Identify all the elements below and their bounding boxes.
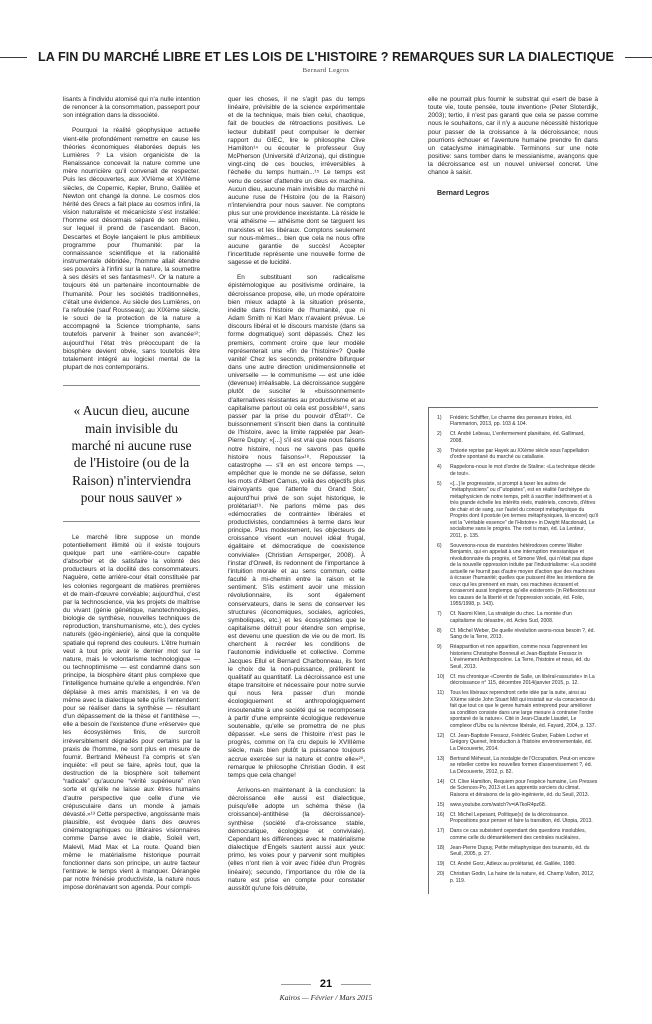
footnote-number: 5) [437,480,442,487]
page-number: 21 [319,978,333,990]
article-title: LA FIN DU MARCHÉ LIBRE ET LES LOIS DE L'HISTOIRE ? REMARQUES SUR LA DIALECTIQUE [38,50,615,64]
footnote-text: Tous les libéraux reprendront cette idée par la suite, ainsi au XXème siècle John Stuart Mill qui insistait sur «la conscience du fait que tout ce que le genre humain entreprend pour améliorer sa condition consiste dans une large mesure à contrarier l'ordre spontané de la nature». Cité in Jean-Claude Liaudet, Le complexe d'Ubu ou la névrose libérale, éd. Fayard, 2004, p. 137. [450,690,596,729]
footnote-text: Cf. Jean-Baptiste Fressoz, Frédéric Graber, Fabien Locher et Grégory Quenet, Introduction à l'histoire environnementale, éd. La Découverte, 2014. [450,732,592,752]
footnote-text: Cf. Naomi Klein, La stratégie du choc. La montée d'un capitalisme du désastre, éd. Actes Sud, 2008. [450,611,572,624]
footnote-item [437,845,598,858]
footnote-text: Souvenons-nous de marxistes hétérodoxes comme Walter Benjamin, qui en appelait à une interruption messianique et révolutionnaire du progrès, et Simone Weil, qui n'était pas dupe de la nouvelle oppression induite par l'industrialisme: «La société actuelle ne fournit pas d'autre moyen d'action que des machines à écraser l'humanité; quelles que puissent être les intentions de ceux qui les prennent en main, ces machines écrasent et écraseront aussi longtemps qu'elle existeront» (in Réflexions sur les causes de la liberté et de l'oppression sociale, éd. Folio, 1955/1998, p. 143). [450,542,597,608]
footnote-number: 18) [437,844,445,851]
page-number-row [0,978,652,990]
footnote-item [437,481,598,540]
column-1 [63,96,200,892]
page-number-rule-left [281,984,311,985]
paragraph: lisants à l'individu atomisé qui n'a nulle intention de renoncer à la consommation, passeport pour son intégration dans la dissociété. [63,96,200,120]
footnote-number: 2) [437,431,442,438]
footnote-text: Jean-Pierre Dupuy, Petite métaphysique des tsunamis, éd. du Seuil, 2005, p. 27. [450,844,590,858]
footnotes-section [428,407,598,894]
footnote-item [437,733,598,753]
footnote-item [437,628,598,641]
footnote-number: 16) [437,811,445,818]
footnote-number: 11) [437,690,444,697]
footnote-item [437,431,598,444]
page-number-rule-right [341,984,371,985]
footnote-number: 1) [437,414,442,421]
footnote-item [437,674,598,687]
footnote-number: 12) [437,732,445,739]
footnote-text: Bertrand Méheust, La nostalgie de l'Occupation. Peut-on encore se rebeller contre les nouvelles formes d'asservissement ?, éd. La Découverte, 2012, p. 82. [450,755,595,775]
footnote-text: Cf. André Gorz, Adieux au prolétariat, éd. Galilée, 1980. [450,861,576,868]
article-header [0,0,652,74]
footnote-text: «[...] le progressiste, si prompt à taxer les autres de “métaphysiciens” ou d'“utopistes”, est en réalité l'archétype du métaphysicien de notre temps, prêt à sacrifier indéfiniment et à très grande échelle les intérêts réels, matériels, concrets, d'êtres de chair et de sang, sur l'autel du concept métaphysique du Progrès dont il postule (en termes métaphysiques, là encore) qu'il est la “véritable essence” de l'Histoire» in Dwight Macdonald, Le socialisme sans le progrès. The root is man, éd. La Lenteur, 2011, p. 135. [450,480,598,539]
footnote-text: Cf. André Lebeau, L'enfermement planétaire, éd. Gallimard, 2008. [450,431,585,444]
paragraph: Pourquoi la réalité géophysique actuelle vient-elle profondément remettre en cause les théories économiques élaborées depuis les Lumières ? La vision organiciste de la Renaissance concevait la nature comme une mère nourricière qu'il convenait de respecter. Puis les découvertes, aux XVIème et XVIIème siècles, de Copernic, Kepler, Bruno, Galilée et Newton ont changé la donne. Le cosmos clos hérité des Grecs a fait place au cosmos infini, la vision naturaliste et mécaniciste s'est installée: l'homme est désormais séparé de son milieu, sur lequel il prend de l'ascendant. Bacon, Descartes et Boyle lançaient le plus ambitieux programme pour l'humanité: par la connaissance scientifique et la rationalité instrumentale débridée, l'homme allait étendre ses pouvoirs à l'infini sur la nature, la soumettre à ses désirs et ses fantasmes¹¹. Or la nature a toujours été un partenaire incontournable de l'humanité. Pour les sociétés traditionnelles, c'était une évidence. Au siècle des Lumières, on l'a refoulée (sauf Rousseau); au XIXème siècle, le souci de la protection de la nature a accompagné la Science triomphante, sans toutefois parvenir à freiner son avancée¹²; aujourd'hui l'état très préoccupant de la biosphère devient obvie, sans toutefois être totalement intégré au logiciel mental de la plupart de nos contemporains. [63,127,200,371]
footnote-number: 9) [437,644,442,651]
paragraph: Le marché libre suppose un monde potentiellement illimité où il existe toujours quelque part une «arrière-cour» capable d'absorber et de satisfaire la volonté des producteurs et la docilité des consommateurs. Naguère, cette arrière-cour était constituée par les colonies regorgeant de matières premières et de main-d'œuvre corvéable; aujourd'hui, c'est par la technoscience, via les projets de maîtrise du vivant (génie génétique, nanotechnologies, biologie de synthèse, nouvelles techniques de reproduction, transhumanisme, etc.), des cycles naturels (géo-ingénierie), ainsi que la conquête spatiale qui reprend des couleurs. L'être humain veut à tout prix avoir le dernier mot sur la nature, mais le volontarisme technologique — ou technoptimisme — est condamné dans son principe, la biosphère étant plus complexe que l'intelligence humaine qu'elle a engendrée. N'en déplaise à mes amis marxistes, il en va de même avec la dialectique telle qu'ils l'entendent: pour se réaliser dans la synthèse — résultant d'un dépassement de la thèse et l'antithèse —, elle a besoin de l'existence d'une «réserve» que les écosystèmes finis, de surcroît irréversiblement dégradés pour certains par la praxis de l'homme, ne sont plus en mesure de fournir. Bertrand Méheust l'a compris et s'en inquiète: «Il peut se faire, après tout, que la destruction de la biosphère soit tellement “radicale” qu'aucune “vérité supérieure” n'en sorte et qu'elle ne laisse aux êtres humains d'autre perspective que celle d'une vie crépusculaire dans un monde à jamais dévasté.»¹³ Cette perspective, angoissante mais plausible, est évoquée dans des œuvres cinématographiques ou littéraires visionnaires comme Danse avec le diable, Soleil vert, Malevil, Mad Max et La route. Quand bien même le matérialisme historique pourrait fonctionner dans son principe, un autre facteur l'entrave: le temps vient à manquer. Dérangée par notre frénésie productiviste, la nature nous impose dorénavant son agenda. Pour compli- [63,533,200,892]
footnote-text: Cf. Michel Weber, De quelle révolution avons-nous besoin ?, éd. Sang de la Terre, 2013. [450,627,595,641]
column-1-top-paragraphs [63,96,200,372]
footnote-text: Christian Godin, La haine de la nature, éd. Champ Vallon, 2012, p. 119. [450,871,595,884]
footnote-text: www.youtube.com/watch?v=iA7koR4pz68. [450,801,547,808]
footnote-item [437,802,598,809]
column-3 [428,96,598,894]
footnote-number: 20) [437,871,445,878]
footnote-number: 7) [437,611,442,618]
page-footer [0,978,652,1002]
footnote-item [437,448,598,461]
footnote-number: 19) [437,861,445,868]
footnote-text: Théorie reprise par Hayek au XXème siècle sous l'appellation d'ordre spontané du marché ou catallaxie. [450,447,589,461]
paragraph: quer les choses, il ne s'agit pas du temps linéaire, prévisible de la science expérimentale et de la technique, mais bien celui, chaotique, fait de boucles de rétroactions positives. Le lecteur dubitatif peut compulser le dernier rapport du GIEC, lire le philosophe Clive Hamilton¹⁴ ou écouter le professeur Guy McPherson (Université d'Arizona), qui distingue vingt-cinq de ces boucles, irréversibles à l'échelle du temps humain...¹⁵ Le temps est venu de cesser d'attendre un deus ex machina. Aucun dieu, aucune main invisible du marché ni aucune ruse de l'Histoire (ou de la Raison) n'interviendra pour nous sauver. Ne comptons plus sur une providence inexistante. Là réside le vrai athéisme — athéisme dont se targuent les marxistes et les libéraux. Comptons seulement sur nous-mêmes... bien que cela ne nous offre aucune garantie de succès! Accepter l'incertitude représente une nouvelle forme de sagesse et de lucidité. [228,96,365,267]
footnote-number: 3) [437,447,442,454]
paragraph: elle ne pourrait plus fournir le substrat qui «sert de base à toute vie, toute pensée, toute invention» (Peter Sloterdijk, 2003); tertio, il n'est pas garanti que cela se passe comme nous le souhaitons, car il n'y a aucune nécessité historique pour passer de la croissance à la décroissance; nous pourrions échouer et l'aventure humaine prendre fin dans un cataclysme inimaginable. Terminons sur une note positive: sans tomber dans le messianisme, avançons que la décroissance est un nouvel universel concret. Une chance à saisir. [428,96,598,177]
footnote-item [437,812,598,825]
footnote-item [437,871,598,884]
footnote-item [437,779,598,799]
footnote-text: Réapparition et non apparition, comme nous l'apprennent les historiens Christophe Bonneuil et Jean-Baptiste Fressoz in L'événement Anthropocène. La Terre, l'histoire et nous, éd. du Seuil, 2013. [450,644,590,670]
footnote-number: 17) [437,828,445,835]
footnote-item [437,690,598,729]
paragraph: En substituant son radicalisme épistémologique au positivisme ordinaire, la décroissance propose, elle, un mode opératoire bien mieux adapté à la situation présente, inédite dans l'histoire de l'humanité, que ni Adam Smith ni Karl Marx n'avaient prévue. Le discours libéral et le discours marxiste (dans sa forme dogmatique) sont dépassés. Chez les premiers, comment croire que leur modèle représenterait une «fin de l'histoire»? Quelle vanité! Chez les seconds, prétendre bifurquer dans une autre direction unidimensionnelle et universelle — le communisme — est une idée (devenue) irréalisable. La décroissance suggère plutôt de susciter le «buissonnement» d'alternatives résistantes au productivisme et au capitalisme partout où cela est possible¹⁶, sans passer par la prise du pouvoir d'État¹⁷. Ce buissonnement s'inscrit bien dans la continuité de l'histoire, avec la limite rappelée par Jean-Pierre Dupuy: «[...] s'il est vrai que nous faisons notre histoire, nous ne savons pas quelle histoire nous faisons»¹⁸. Repousser la catastrophe — s'il en est encore temps —, empêcher que le monde ne se défasse, selon les mots d'Albert Camus, voilà des objectifs plus clairvoyants que l'attente du Grand Soir, aujourd'hui privé de son sujet historique, le prolétariat¹⁹. Ne parlons même pas des «démocraties de contrainte» libérales et productivistes, condamnées à terme dans leur principe. Plus modestement, les objecteurs de croissance visent «un nouvel idéal frugal, égalitaire et démocratique de coexistence conviviale» (Christian Arnsperger, 2008). À l'instar d'Orwell, ils redonnent de l'importance à l'intuition morale et au sens commun, cette faculté à mi-chemin entre la raison et le sentiment. S'ils estiment avoir une mission révolutionnaire, ils sont également conservateurs, dans le sens de conserver les structures (économiques, sociales, agricoles, symboliques, etc.) et les écosystèmes que le capitalisme détruit pour étendre son emprise, est devenu une question de vie ou de mort. Ils cherchent à recréer les conditions de l'autonomie individuelle et collective. Comme Jacques Ellul et Bernard Charbonneau, ils font le choix de la non-puissance, préfèrent le qualitatif au quantitatif. La décroissance est une étape transitoire et nécessaire pour notre survie qui nous fera passer d'un monde écologiquement et anthropologiquement insoutenable à une société qui se recomposera à partir d'une empreinte écologique redevenue soutenable, qu'elle se promettra de ne plus dépasser. «Le sens de l'histoire n'est pas le progrès, comme on l'a cru depuis le XVIIIème siècle, mais bien plutôt la puissance toujours accrue exercée sur la nature et contre elle»²⁰, remarque le philosophe Christian Godin. Il est temps que cela change! [228,274,365,779]
title-rule-right [625,57,652,58]
article-body [63,96,652,894]
footnote-number: 14) [437,778,445,785]
footnote-text: Frédéric Schiffter, Le charme des penseurs tristes, éd. Flammarion, 2013, pp. 103 & 104. [450,414,573,428]
pull-quote-block [63,385,200,521]
footnote-number: 10) [437,673,445,680]
journal-issue-line: Kairos — Février / Mars 2015 [279,993,373,1002]
footnote-number: 8) [437,627,442,634]
footnote-item [437,464,598,477]
footnote-item [437,611,598,624]
title-rule-left [0,57,27,58]
column-2-paragraphs [228,96,365,893]
footnote-item [437,828,598,841]
footnote-number: 6) [437,542,442,549]
pull-quote: « Aucun dieu, aucune main invisible du marché ni aucune ruse de l'Histoire (ou de la Raison) n'interviendra pour nous sauver » [71,403,192,506]
footnote-item [437,543,598,608]
footnote-text: Rappelons-nous le mot d'ordre de Staline: «La technique décide de tout». [450,464,595,477]
footnote-text: Cf. Michel Lepesant, Politique(s) de la décroissance. Propositions pour penser et faire la transition, éd. Utopia, 2013. [450,811,593,825]
column-1-bottom-paragraphs [63,534,200,893]
column-3-paragraphs [428,96,598,178]
footnote-text: Cf. Clive Hamilton, Requiem pour l'espèce humaine, Les Presses de Sciences-Po, 2013 et Les apprentis sorciers du climat. Raisons et déraisons de la géo-ingénierie, éd. du Seuil, 2013. [450,778,598,798]
column-2 [228,96,365,893]
footnote-number: 13) [437,755,445,762]
footnote-number: 4) [437,464,442,471]
article-author: Bernard Legros [302,67,350,74]
author-signature: Bernard Legros [437,189,490,197]
title-row [0,50,652,64]
footnote-number: 15) [437,801,445,808]
paragraph: Arrivons-en maintenant à la conclusion: la décroissance elle aussi est dialectique, puisqu'elle adopte un schéma thèse (la croissance)-antithèse (la décroissance)-synthèse (société d'a-croissance stable, démocratique, écologique et conviviale). Cependant les différences avec le matérialisme dialectique d'Engels sautent aussi aux yeux: primo, les voies pour y parvenir sont multiples (elles n'ont rien à voir avec l'idée d'un Progrès linéaire); secundo, l'importance du rôle de la nature est prise en compte pour constater aussitôt qu'une fois détruite, [228,786,365,892]
footnote-text: Dans ce cas subsistent cependant des questions insolubles, comme celle du démantèlement des centrales nucléaires. [450,828,586,841]
footnote-text: Cf. ma chronique «Corentin de Salle, un libéral-rassuriste» in La décroissance n° 115, décembre 2014/janvier 2015, p. 12. [450,673,595,687]
footnote-item [437,861,598,868]
footnote-item [437,756,598,776]
footnote-item [437,415,598,428]
footnote-item [437,644,598,670]
